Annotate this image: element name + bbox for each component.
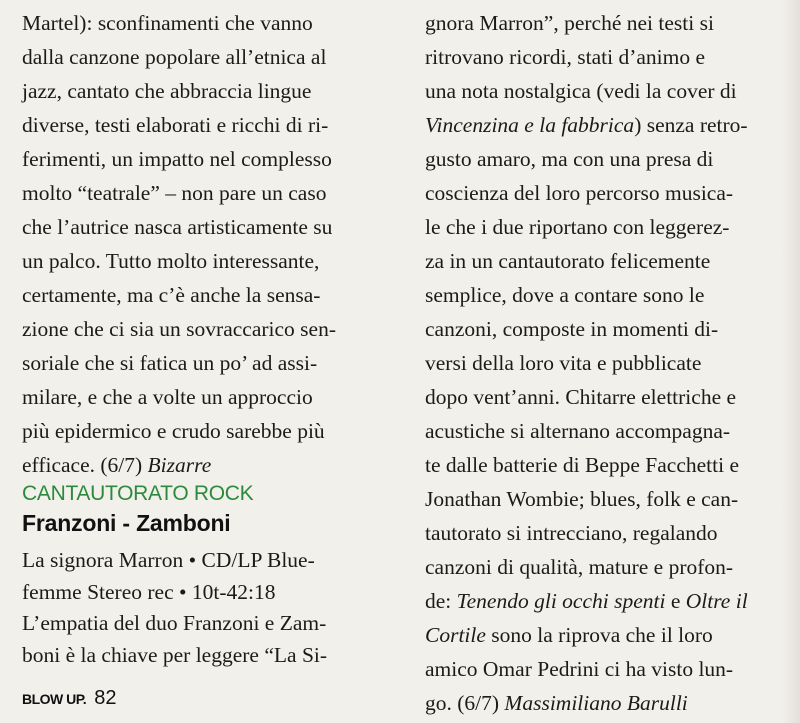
text-line: canzoni, composte in momenti di- — [425, 317, 719, 341]
page-number: 82 — [94, 687, 117, 709]
text-line: dopo vent’anni. Chitarre elettriche e — [425, 385, 737, 409]
text-span: de: — [425, 589, 457, 613]
text-line: canzoni di qualità, mature e profon- — [425, 555, 734, 579]
text-line-rating — [425, 686, 797, 720]
text-line: più epidermico e crudo sarebbe più — [22, 419, 325, 443]
text-line: ritrovano ricordi, stati d’animo e — [425, 45, 706, 69]
text-line: un palco. Tutto molto interessante, — [22, 249, 320, 273]
text-line: za in un cantautorato felicemente — [425, 249, 711, 273]
text-line: tautorato si intrecciano, regalando — [425, 521, 718, 545]
right-column — [425, 6, 797, 720]
text-line: L’empatia del duo Franzoni e Zam- — [22, 611, 327, 635]
text-line: acustiche si alternano accompagna- — [425, 419, 731, 443]
text-line: jazz, cantato che abbraccia lingue — [22, 79, 312, 103]
text-line: una nota nostalgica (vedi la cover di — [425, 79, 737, 103]
text-line: versi della loro vita e pubblicate — [425, 351, 702, 375]
rating-text: efficace. (6/7) — [22, 453, 148, 477]
text-line: gusto amaro, ma con una presa di — [425, 147, 714, 171]
text-line: Martel): sconfinamenti che vanno — [22, 11, 313, 35]
album-title-italic: Vincenzina e la fabbrica — [425, 113, 635, 137]
album-title: Franzoni - Zamboni — [22, 510, 231, 536]
text-line — [425, 584, 797, 618]
text-line-rating — [22, 448, 402, 482]
text-line: te dalle batterie di Beppe Facchetti e — [425, 453, 739, 477]
rating-text: go. (6/7) — [425, 691, 505, 715]
text-line: gnora Marron”, perché nei testi si — [425, 11, 714, 35]
song-title-italic: Oltre il — [685, 589, 748, 613]
left-column — [22, 6, 402, 482]
magazine-logo: BLOW UP. — [22, 691, 87, 707]
text-line: le che i due riportano con leggerez- — [425, 215, 730, 239]
page-footer — [22, 687, 116, 710]
text-line: molto “teatrale” – non pare un caso — [22, 181, 327, 205]
text-line: certamente, ma c’è anche la sensa- — [22, 283, 321, 307]
reviewer-signature: Massimiliano Barulli — [504, 691, 688, 715]
text-line: milare, e che a volte un approccio — [22, 385, 313, 409]
text-line: soriale che si fatica un po’ ad assi- — [22, 351, 318, 375]
text-span: ) senza retro- — [634, 113, 748, 137]
text-line: ferimenti, un impatto nel complesso — [22, 147, 332, 171]
text-line: boni è la chiave per leggere “La Si- — [22, 642, 328, 667]
text-line: Jonathan Wombie; blues, folk e can- — [425, 487, 739, 511]
text-line — [425, 618, 797, 652]
text-line: che l’autrice nasca artisticamente su — [22, 215, 333, 239]
text-span: sono la riprova che il loro — [485, 623, 713, 647]
text-line: semplice, dove a contare sono le — [425, 283, 705, 307]
left-column-lower — [22, 545, 402, 671]
text-span: e — [665, 589, 686, 613]
text-line: zione che ci sia un sovraccarico sen- — [22, 317, 336, 341]
text-line: diverse, testi elaborati e ricchi di ri- — [22, 113, 329, 137]
text-line: amico Omar Pedrini ci ha visto lun- — [425, 657, 734, 681]
album-info-line: femme Stereo rec • 10t-42:18 — [22, 579, 276, 604]
text-line: coscienza del loro percorso musica- — [425, 181, 734, 205]
text-line: dalla canzone popolare all’etnica al — [22, 45, 327, 69]
section-label: CANTAUTORATO ROCK — [22, 482, 254, 505]
album-info-line: La signora Marron • CD/LP Blue- — [22, 548, 315, 572]
text-line — [425, 108, 797, 142]
reviewer-signature: Bizarre — [147, 453, 212, 477]
song-title-italic: Cortile — [425, 623, 486, 647]
song-title-italic: Tenendo gli occhi spenti — [456, 589, 666, 613]
